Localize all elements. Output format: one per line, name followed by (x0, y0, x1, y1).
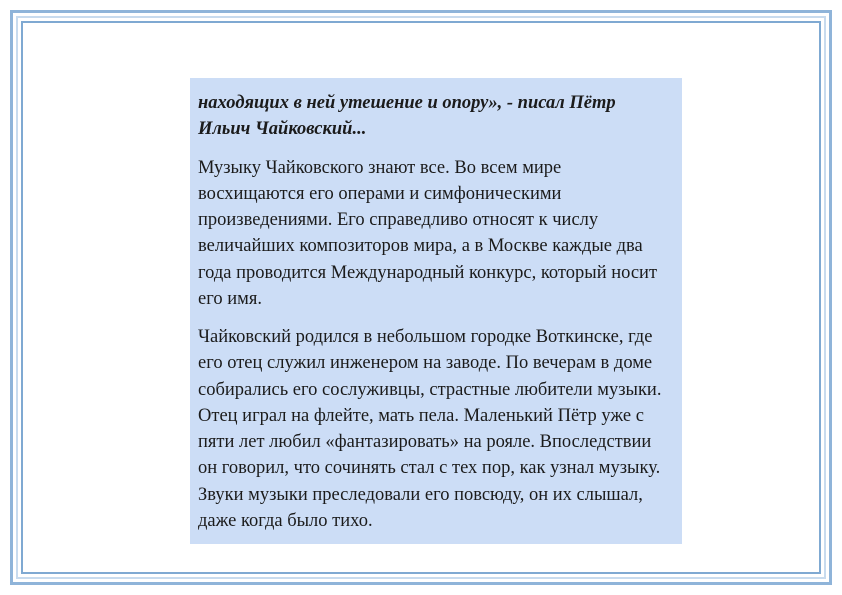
lead-quote-paragraph: находящих в ней утешение и опору», - писал Пётр Ильич Чайковский... (198, 93, 616, 140)
music-paragraph: Музыку Чайковского знают все. Во всем мире восхищаются его операми и симфоническими произведениями. Его справедливо относят к числу величайших композиторов мира, а в Москве каждые два года проводится Международный конкурс, который носит его имя. (198, 157, 658, 309)
text-content-box (190, 78, 682, 544)
biography-paragraph: Чайковский родился в небольшом городке Воткинске, где его отец служил инженером на заводе. По вечерам в доме собирались его сослуживцы, страстные любители музыки. Отец играл на флейте, мать пела. Маленький Пётр уже с пяти лет любил «фантазировать» на рояле. Впоследствии он говорил, что сочинять стал с тех пор, как узнал музыку. Звуки музыки преследовали его повсюду, он их слышал, даже когда было тихо. (198, 327, 662, 531)
